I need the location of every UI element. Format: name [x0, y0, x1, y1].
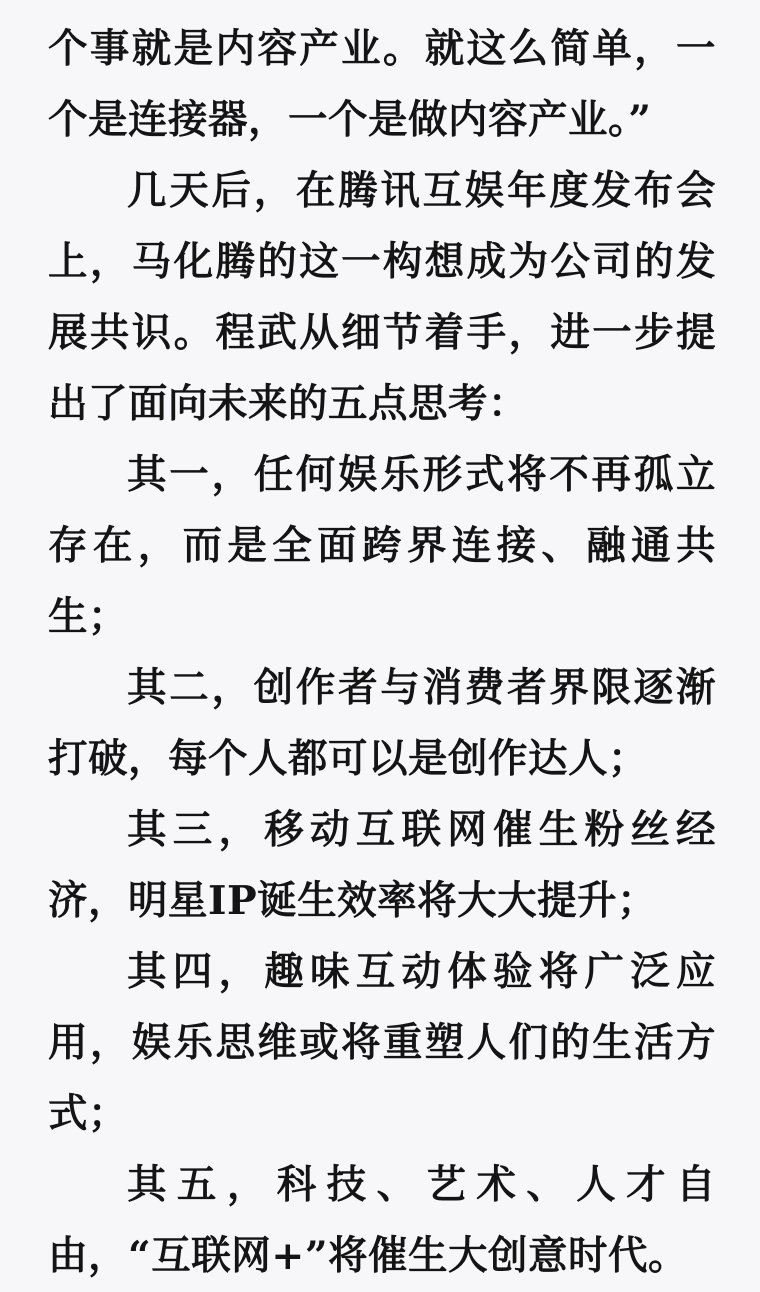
paragraph-5: 其三，移动互联网催生粉丝经济，明星IP诞生效率将大大提升；: [48, 807, 716, 924]
paragraph-3: 其一，任何娱乐形式将不再孤立存在，而是全面跨界连接、融通共生；: [48, 452, 716, 640]
paragraph-2: 几天后，在腾讯互娱年度发布会上，马化腾的这一构想成为公司的发展共识。程武从细节着手，进一步提出了面向未来的五点思考：: [48, 168, 716, 427]
paragraph-7: 其五，科技、艺术、人才自由，“互联网+”将催生大创意时代。: [48, 1162, 716, 1279]
paragraph-6: 其四，趣味互动体验将广泛应用，娱乐思维或将重塑人们的生活方式；: [48, 949, 716, 1137]
paragraph-4: 其二，创作者与消费者界限逐渐打破，每个人都可以是创作达人；: [48, 665, 716, 782]
paragraph-1: 个事就是内容产业。就这么简单，一个是连接器，一个是做内容产业。”: [48, 26, 716, 143]
article-body: [48, 14, 716, 1292]
